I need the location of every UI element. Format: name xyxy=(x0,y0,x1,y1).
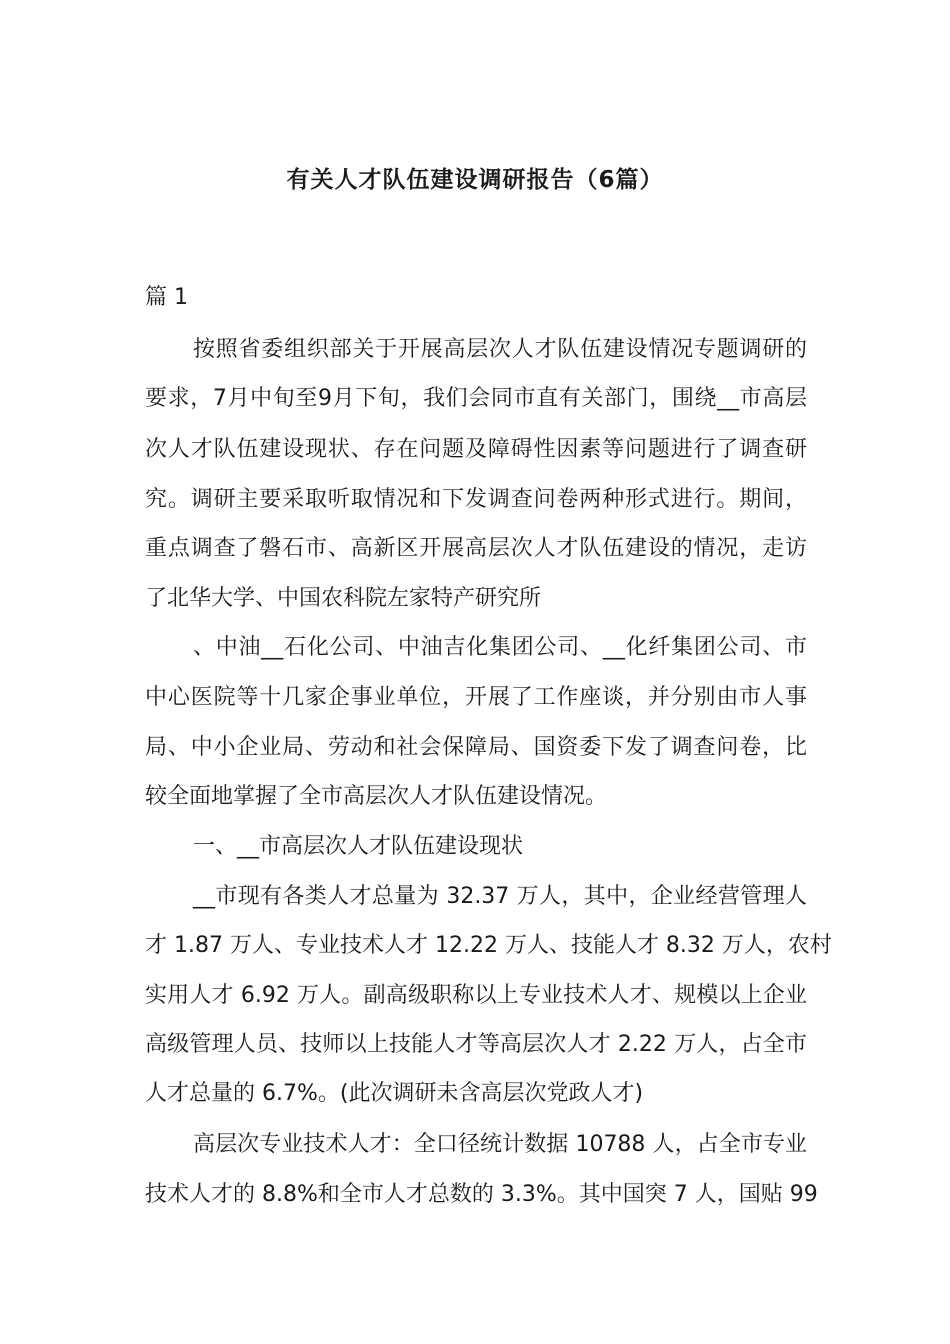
paragraph-line: 高级管理人员、技师以上技能人才等高层次人才 2.22 万人，占全市 xyxy=(145,1032,807,1057)
paragraph-line: 一、__市高层次人才队伍建设现状 xyxy=(193,834,524,859)
paragraph-line: 实用人才 6.92 万人。副高级职称以上专业技术人才、规模以上企业 xyxy=(145,983,807,1008)
paragraph-line: 中心医院等十几家企事业单位，开展了工作座谈，并分别由市人事 xyxy=(145,685,807,710)
document-title: 有关人才队伍建设调研报告（6篇） xyxy=(286,167,664,193)
paragraph-line: 、中油__石化公司、中油吉化集团公司、__化纤集团公司、市 xyxy=(193,635,807,660)
paragraph-line: __市现有各类人才总量为 32.37 万人，其中，企业经营管理人 xyxy=(193,884,807,909)
paragraph-line: 要求，7月中旬至9月下旬，我们会同市直有关部门，围绕__市高层 xyxy=(145,386,807,411)
paragraph-line: 局、中小企业局、劳动和社会保障局、国资委下发了调查问卷，比 xyxy=(145,735,807,760)
paragraph-line: 较全面地掌握了全市高层次人才队伍建设情况。 xyxy=(145,784,608,809)
paragraph-line: 究。调研主要采取听取情况和下发调查问卷两种形式进行。期间， xyxy=(145,487,807,512)
paragraph-line: 次人才队伍建设现状、存在问题及障碍性因素等问题进行了调查研 xyxy=(145,437,807,462)
paragraph-line: 重点调查了磐石市、高新区开展高层次人才队伍建设的情况，走访 xyxy=(145,536,807,561)
paragraph-line: 高层次专业技术人才：全口径统计数据 10788 人，占全市专业 xyxy=(193,1132,807,1157)
paragraph-line: 按照省委组织部关于开展高层次人才队伍建设情况专题调研的 xyxy=(193,337,807,362)
paragraph-line: 人才总量的 6.7%。(此次调研未含高层次党政人才) xyxy=(145,1081,644,1106)
paragraph-line: 技术人才的 8.8%和全市人才总数的 3.3%。其中国突 7 人，国贴 99 xyxy=(145,1182,818,1207)
paragraph-line: 了北华大学、中国农科院左家特产研究所 xyxy=(145,586,542,611)
section-heading: 篇 1 xyxy=(145,285,188,310)
paragraph-line: 才 1.87 万人、专业技术人才 12.22 万人、技能人才 8.32 万人，农村 xyxy=(145,933,832,958)
